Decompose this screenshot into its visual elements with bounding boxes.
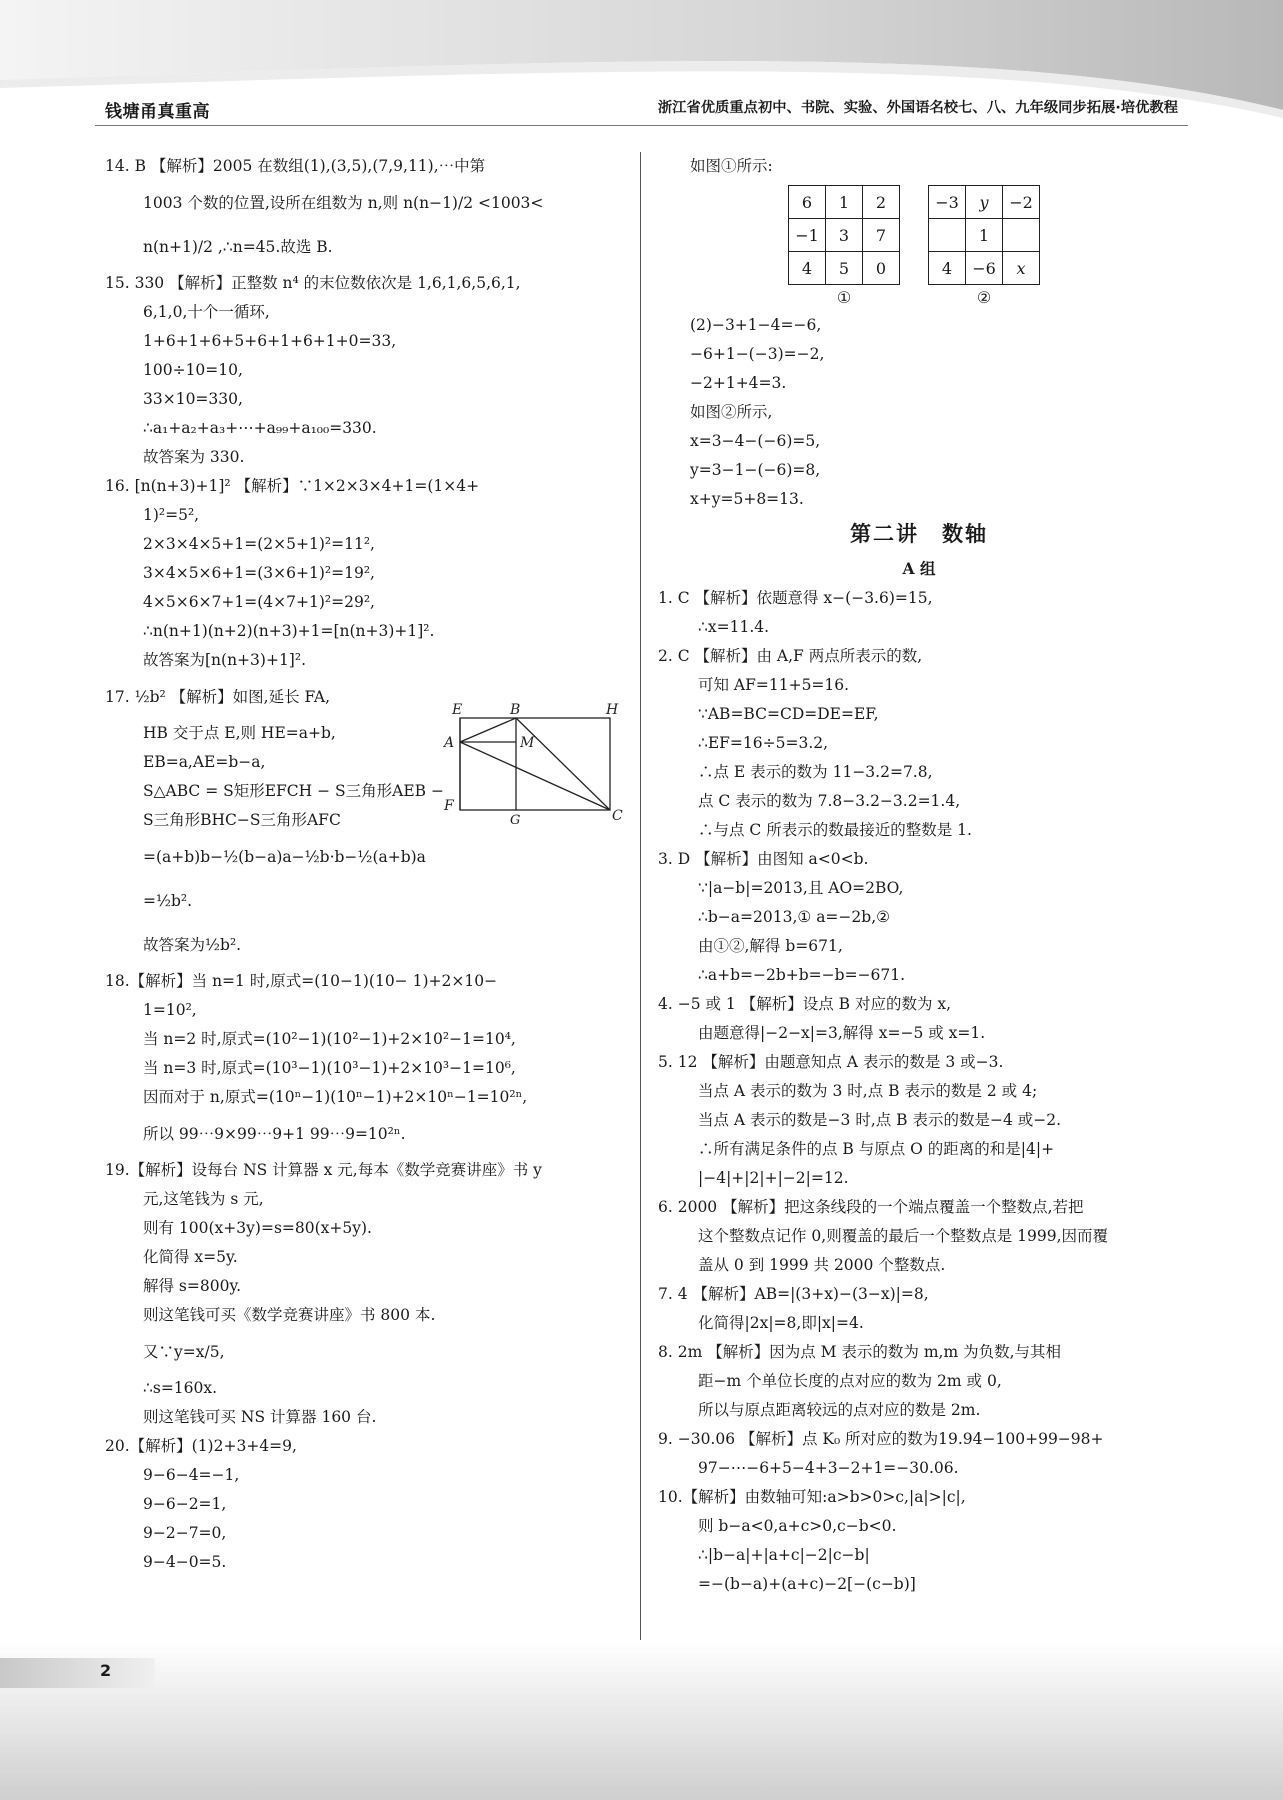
solution-line: 所以与原点距离较远的点对应的数是 2m. xyxy=(698,1401,981,1419)
grid-2-caption: ② xyxy=(976,288,992,307)
solution-line: 距−m 个单位长度的点对应的数为 2m 或 0, xyxy=(698,1372,1002,1390)
solution-line: 17. ½b² 【解析】如图,延长 FA, xyxy=(105,688,331,706)
grid-figure-2 xyxy=(928,185,1040,311)
solution-line: ∴与点 C 所表示的数最接近的整数是 1. xyxy=(698,821,972,839)
grid-cell: −2 xyxy=(1003,186,1040,219)
grid-cell: 3 xyxy=(826,219,863,252)
solution-line: x+y=5+8=13. xyxy=(690,490,804,508)
fig17-label-g: G xyxy=(510,813,521,828)
solution-line: S三角形BHC−S三角形AFC xyxy=(143,811,341,829)
solution-line: 解得 s=800y. xyxy=(143,1277,242,1295)
solution-line: 可知 AF=11+5=16. xyxy=(698,676,850,694)
solution-line: 3. D 【解析】由图知 a<0<b. xyxy=(658,850,869,868)
solution-line: ∴n(n+1)(n+2)(n+3)+1=[n(n+3)+1]². xyxy=(143,622,435,640)
solution-line: 所以 99⋯9×99⋯9+1 99⋯9=10²ⁿ. xyxy=(143,1125,406,1143)
solution-line: EB=a,AE=b−a, xyxy=(143,753,266,771)
grid-row xyxy=(789,252,900,285)
grid-row xyxy=(789,219,900,252)
header-swoosh-decoration xyxy=(0,0,1283,150)
footer-band-decoration xyxy=(0,1640,1283,1800)
solution-line: ∴a+b=−2b+b=−b=−671. xyxy=(698,966,906,984)
solution-line: 又∵y=x/5, xyxy=(143,1343,225,1361)
solution-line: 97−⋯−6+5−4+3−2+1=−30.06. xyxy=(698,1459,959,1477)
solution-line: 5. 12 【解析】由题意知点 A 表示的数是 3 或−3. xyxy=(658,1053,1004,1071)
solution-line: 故答案为[n(n+3)+1]². xyxy=(143,651,306,669)
solution-line: ∴EF=16÷5=3.2, xyxy=(698,734,829,752)
solution-line: ∴s=160x. xyxy=(143,1379,218,1397)
solution-line: ∵|a−b|=2013,且 AO=2BO, xyxy=(698,879,904,897)
fig17-line-bc xyxy=(516,718,610,810)
solution-line: 2×3×4×5+1=(2×5+1)²=11², xyxy=(143,535,375,553)
solution-line: 当 n=3 时,原式=(10³−1)(10³−1)+2×10³−1=10⁶, xyxy=(143,1059,516,1077)
right-column xyxy=(658,152,1180,1599)
solution-line: =½b². xyxy=(143,892,193,910)
solution-line: 故答案为½b². xyxy=(143,936,242,954)
solution-line: S△ABC = S矩形EFCH − S三角形AEB − xyxy=(143,782,444,800)
solution-line: −6+1−(−3)=−2, xyxy=(690,345,825,363)
fig17-label-e: E xyxy=(452,702,463,718)
section-title: 第二讲 数轴 xyxy=(850,522,988,546)
solution-line: 1. C 【解析】依题意得 x−(−3.6)=15, xyxy=(658,589,933,607)
page-number-tab xyxy=(0,1658,155,1688)
solution-line: 100÷10=10, xyxy=(143,361,243,379)
grid-2-table xyxy=(928,185,1040,285)
fig17-label-m: M xyxy=(520,735,535,751)
solution-line: 由题意得|−2−x|=3,解得 x=−5 或 x=1. xyxy=(698,1024,986,1042)
page-number: 2 xyxy=(100,1661,112,1680)
solution-line: HB 交于点 E,则 HE=a+b, xyxy=(143,724,336,742)
solution-line: 1=10², xyxy=(143,1001,197,1019)
fig17-line-ab xyxy=(460,718,516,742)
solution-line: 33×10=330, xyxy=(143,390,243,408)
solution-line: 7. 4 【解析】AB=|(3+x)−(3−x)|=8, xyxy=(658,1285,929,1303)
solution-line: 故答案为 330. xyxy=(143,448,245,466)
solution-line: 14. B 【解析】2005 在数组(1),(3,5),(7,9,11),⋯中第 xyxy=(105,157,486,175)
solution-line: ∴x=11.4. xyxy=(698,618,770,636)
solution-line: 15. 330 【解析】正整数 n⁴ 的末位数依次是 1,6,1,6,5,6,1, xyxy=(105,274,521,292)
solution-line: −2+1+4=3. xyxy=(690,374,787,392)
solution-line: =(a+b)b−½(b−a)a−½b·b−½(a+b)a xyxy=(143,848,426,866)
fig17-label-f: F xyxy=(444,798,454,814)
solution-line: 19.【解析】设每台 NS 计算器 x 元,每本《数学竞赛讲座》书 y xyxy=(105,1161,542,1179)
solution-line: 9. −30.06 【解析】点 K₀ 所对应的数为19.94−100+99−98+ xyxy=(658,1430,1104,1448)
solution-line: 当 n=2 时,原式=(10²−1)(10²−1)+2×10²−1=10⁴, xyxy=(143,1030,516,1048)
fig17-line-ac xyxy=(460,742,610,810)
grid-row xyxy=(929,252,1040,285)
solution-line: 则 b−a<0,a+c>0,c−b<0. xyxy=(698,1517,897,1535)
solution-line: 1)²=5², xyxy=(143,506,200,524)
solution-line: 元,这笔钱为 s 元, xyxy=(143,1190,264,1208)
grid-row xyxy=(789,186,900,219)
solution-line: (2)−3+1−4=−6, xyxy=(690,316,822,334)
grid-cell xyxy=(1003,219,1040,252)
grid-figure-1 xyxy=(788,185,900,311)
grid-cell: 4 xyxy=(929,252,966,285)
section-subtitle: A 组 xyxy=(902,559,936,578)
header-subtitle: 浙江省优质重点初中、书院、实验、外国语名校七、八、九年级同步拓展·培优教程 xyxy=(657,100,1178,116)
grid-cell: 2 xyxy=(863,186,900,219)
solution-line: 9−6−4=−1, xyxy=(143,1466,240,1484)
solution-line: 当点 A 表示的数为 3 时,点 B 表示的数是 2 或 4; xyxy=(698,1082,1038,1100)
solution-line: 3×4×5×6+1=(3×6+1)²=19², xyxy=(143,564,375,582)
grid-cell: y xyxy=(966,186,1003,219)
grid-1-caption: ① xyxy=(836,288,852,307)
header-series-title: 钱塘甬真重高 xyxy=(105,102,210,122)
solution-line: 则这笔钱可买《数学竞赛讲座》书 800 本. xyxy=(143,1306,436,1324)
solution-line: 9−6−2=1, xyxy=(143,1495,227,1513)
solution-line: 因而对于 n,原式=(10ⁿ−1)(10ⁿ−1)+2×10ⁿ−1=10²ⁿ, xyxy=(143,1088,528,1106)
header-rule xyxy=(95,125,1188,126)
grid-cell: x xyxy=(1003,252,1040,285)
grid-cell: 1 xyxy=(966,219,1003,252)
solution-line: ∵AB=BC=CD=DE=EF, xyxy=(698,705,879,723)
grid-cell: 0 xyxy=(863,252,900,285)
solution-line: 化简得|2x|=8,即|x|=4. xyxy=(698,1314,864,1332)
grid-cell: 1 xyxy=(826,186,863,219)
solution-line: 6. 2000 【解析】把这条线段的一个端点覆盖一个整数点,若把 xyxy=(658,1198,1084,1216)
grid-1-table xyxy=(788,185,900,285)
solution-line: 18.【解析】当 n=1 时,原式=(10−1)(10− 1)+2×10− xyxy=(105,972,498,990)
solution-line: 16. [n(n+3)+1]² 【解析】∵1×2×3×4+1=(1×4+ xyxy=(105,477,480,495)
magic-square-figures xyxy=(658,185,1180,311)
solution-line: |−4|+|2|+|−2|=12. xyxy=(698,1169,849,1187)
solution-line: ∴a₁+a₂+a₃+⋯+a₉₉+a₁₀₀=330. xyxy=(143,419,377,437)
solution-line: 6,1,0,十个一循环, xyxy=(143,303,270,321)
fig17-label-b: B xyxy=(510,702,521,718)
solution-line: 9−4−0=5. xyxy=(143,1553,227,1571)
grid-cell: 5 xyxy=(826,252,863,285)
fig17-label-a: A xyxy=(444,735,455,751)
solution-line: 1003 个数的位置,设所在组数为 n,则 n(n−1)/2 <1003< xyxy=(143,194,544,212)
solution-line: n(n+1)/2 ,∴n=45.故选 B. xyxy=(143,238,333,256)
grid-cell: −6 xyxy=(966,252,1003,285)
solution-line: ∴点 E 表示的数为 11−3.2=7.8, xyxy=(698,763,933,781)
solution-line: 9−2−7=0, xyxy=(143,1524,227,1542)
solution-line: 如图①所示: xyxy=(690,157,773,175)
solution-line: 2. C 【解析】由 A,F 两点所表示的数, xyxy=(658,647,923,665)
solution-line: ∴|b−a|+|a+c|−2|c−b| xyxy=(698,1546,870,1564)
solution-line: ∴所有满足条件的点 B 与原点 O 的距离的和是|4|+ xyxy=(698,1140,1055,1158)
solution-line: 10.【解析】由数轴可知:a>b>0>c,|a|>|c|, xyxy=(658,1488,966,1506)
fig17-label-h: H xyxy=(606,702,619,718)
solution-line: 如图②所示, xyxy=(690,403,773,421)
column-divider xyxy=(640,152,641,1642)
fig17-label-c: C xyxy=(612,808,623,824)
solution-line: 8. 2m 【解析】因为点 M 表示的数为 m,m 为负数,与其相 xyxy=(658,1343,1062,1361)
solution-line: 则有 100(x+3y)=s=80(x+5y). xyxy=(143,1219,372,1237)
grid-cell: 4 xyxy=(789,252,826,285)
solution-line: 化简得 x=5y. xyxy=(143,1248,238,1266)
solution-line: 20.【解析】(1)2+3+4=9, xyxy=(105,1437,297,1455)
solution-line: ∴b−a=2013,① a=−2b,② xyxy=(698,908,891,926)
grid-cell: −1 xyxy=(789,219,826,252)
grid-row xyxy=(929,186,1040,219)
solution-line: 点 C 表示的数为 7.8−3.2−3.2=1.4, xyxy=(698,792,961,810)
solution-line: 由①②,解得 b=671, xyxy=(698,937,843,955)
solution-line: 4×5×6×7+1=(4×7+1)²=29², xyxy=(143,593,375,611)
solution-line: 4. −5 或 1 【解析】设点 B 对应的数为 x, xyxy=(658,995,952,1013)
solution-line: x=3−4−(−6)=5, xyxy=(690,432,821,450)
solution-line: 这个整数点记作 0,则覆盖的最后一个整数点是 1999,因而覆 xyxy=(698,1227,1109,1245)
solution-line: =−(b−a)+(a+c)−2[−(c−b)] xyxy=(698,1575,916,1593)
solution-line: 当点 A 表示的数是−3 时,点 B 表示的数是−4 或−2. xyxy=(698,1111,1062,1129)
grid-cell: 6 xyxy=(789,186,826,219)
solution-line: 1+6+1+6+5+6+1+6+1+0=33, xyxy=(143,332,397,350)
left-column xyxy=(105,152,625,1577)
solution-line: 则这笔钱可买 NS 计算器 160 台. xyxy=(143,1408,377,1426)
solution-line: 盖从 0 到 1999 共 2000 个整数点. xyxy=(698,1256,946,1274)
grid-row xyxy=(929,219,1040,252)
figure-17-rectangle-diagram xyxy=(438,700,628,828)
grid-cell: 7 xyxy=(863,219,900,252)
grid-cell: −3 xyxy=(929,186,966,219)
grid-cell xyxy=(929,219,966,252)
solution-line: y=3−1−(−6)=8, xyxy=(690,461,821,479)
